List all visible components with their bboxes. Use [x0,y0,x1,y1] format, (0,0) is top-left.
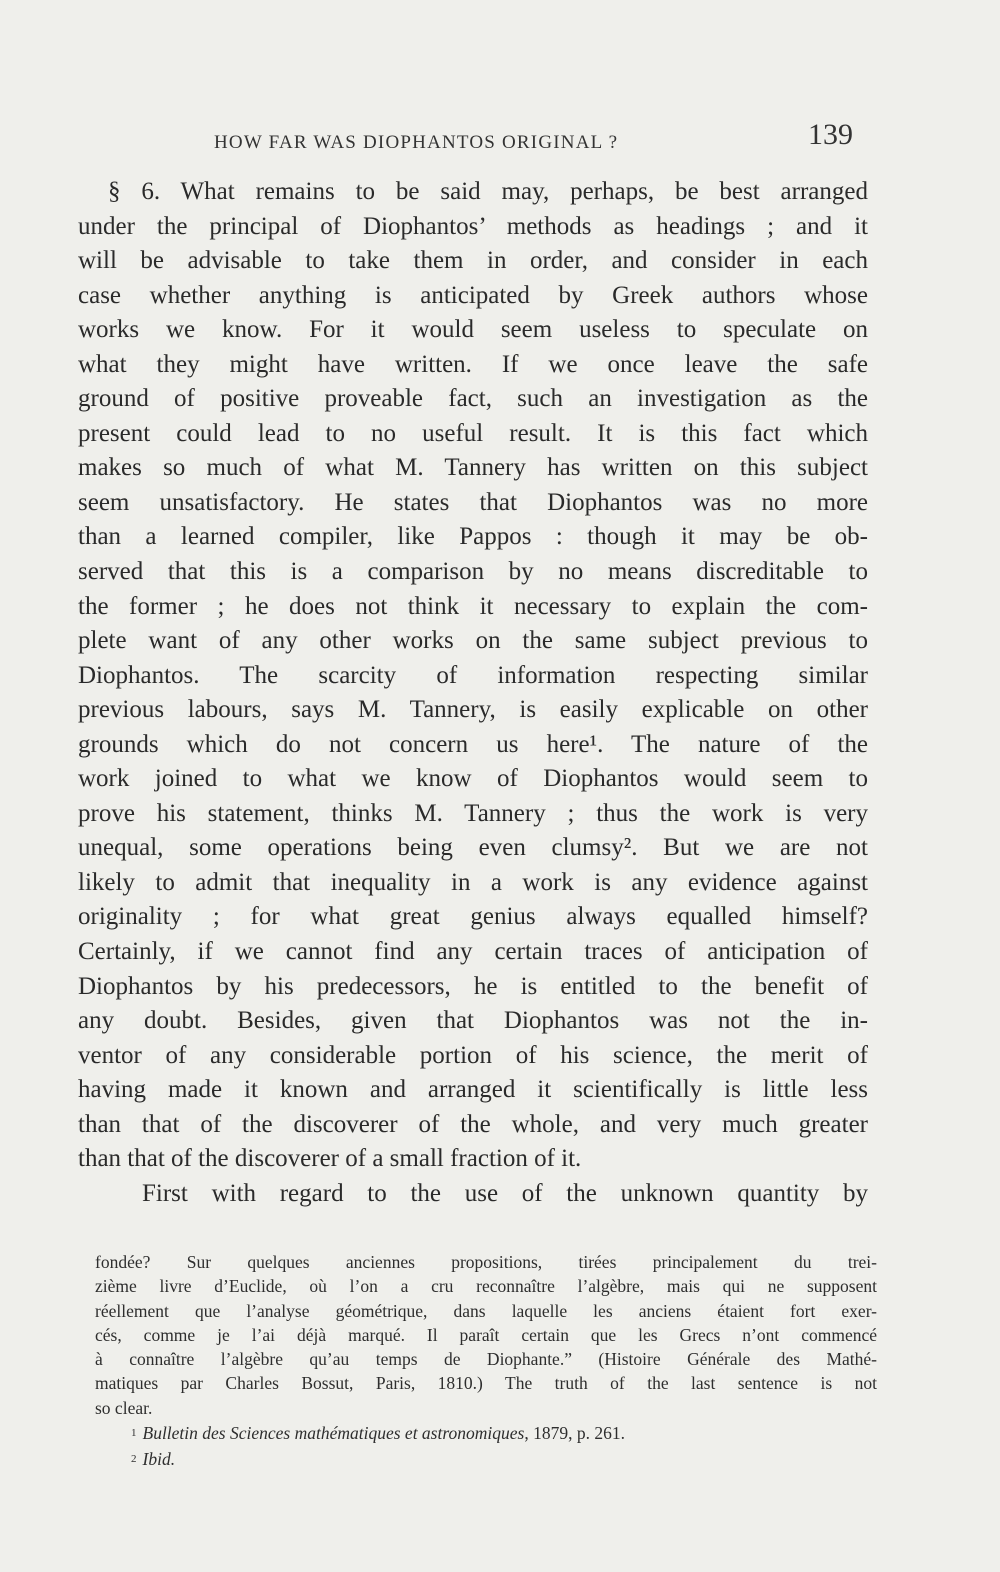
footnote-line: à connaître l’algèbre qu’au temps de Diophante.” (Histoire Générale des Mathé- [95,1349,877,1370]
footnote-title: Ibid. [142,1449,176,1470]
body-line: under the principal of Diophantos’ methods as headings ; and it [78,212,868,240]
page-header [78,118,853,158]
body-line: works we know. For it would seem useless to speculate on [78,316,868,344]
body-line: likely to admit that inequality in a work is any evidence against [78,868,868,896]
body-line: previous labours, says M. Tannery, is easily explicable on other [78,696,868,724]
footnote-2 [95,1446,877,1472]
footnote-line: cés, comme je l’ai déjà marqué. Il paraît certain que les Grecs n’ont commencé [95,1324,877,1345]
body-line: plete want of any other works on the same subject previous to [78,627,868,655]
body-line: makes so much of what M. Tannery has written on this subject [78,454,868,482]
body-line: work joined to what we know of Diophantos would seem to [78,765,868,793]
page-number: 139 [808,118,853,151]
footnote-mark: 2 [131,1453,137,1466]
body-line: the former ; he does not think it necessary to explain the com- [78,592,868,620]
footnote-title: Bulletin des Sciences mathématiques et astronomiques [142,1423,525,1444]
body-text [78,175,868,1211]
body-line: § 6. What remains to be said may, perhaps, be best arranged [108,178,868,205]
body-line: Diophantos. The scarcity of information respecting similar [78,661,868,689]
body-line: grounds which do not concern us here¹. The nature of the [78,730,868,758]
body-line: what they might have written. If we once leave the safe [78,350,868,378]
body-line: originality ; for what great genius always equalled himself? [78,903,868,931]
body-line: present could lead to no useful result. It is this fact which [78,419,868,447]
body-line: any doubt. Besides, given that Diophantos was not the in- [78,1007,868,1035]
footnote-line: zième livre d’Euclide, où l’on a cru reconnaître l’algèbre, mais qui ne supposent [95,1276,877,1297]
footnote-mark: 1 [131,1427,137,1440]
footnotes [95,1250,877,1472]
footnote-line: réellement que l’analyse géométrique, dans laquelle les anciens étaient fort exer- [95,1300,877,1321]
footnote-line: so clear. [95,1397,153,1418]
body-line: ground of positive proveable fact, such an investigation as the [78,385,868,413]
footnote-1 [95,1420,877,1446]
body-line: Diophantos by his predecessors, he is entitled to the benefit of [78,972,868,1000]
running-head: HOW FAR WAS DIOPHANTOS ORIGINAL ? [214,132,619,153]
footnote-line: matiques par Charles Bossut, Paris, 1810.) The truth of the last sentence is not [95,1373,877,1394]
body-line: prove his statement, thinks M. Tannery ; thus the work is very [78,799,868,827]
body-line: unequal, some operations being even clumsy². But we are not [78,834,868,862]
body-line: will be advisable to take them in order, and consider in each [78,247,868,275]
body-line: than that of the discoverer of the whole, and very much greater [78,1110,868,1138]
body-line: case whether anything is anticipated by Greek authors whose [78,281,868,309]
body-line: served that this is a comparison by no means discreditable to [78,558,868,586]
body-line: than that of the discoverer of a small fraction of it. [78,1145,582,1173]
body-line: than a learned compiler, like Pappos : though it may be ob- [78,523,868,551]
footnote-rest: , 1879, p. 261. [524,1423,625,1444]
body-line: ventor of any considerable portion of his science, the merit of [78,1041,868,1069]
body-line: seem unsatisfactory. He states that Diophantos was no more [78,488,868,516]
body-line: First with regard to the use of the unknown quantity by [142,1179,868,1207]
footnote-line: fondée? Sur quelques anciennes propositions, tirées principalement du trei- [95,1252,877,1272]
body-line: Certainly, if we cannot find any certain traces of anticipation of [78,938,868,966]
body-line: having made it known and arranged it scientifically is little less [78,1076,868,1104]
